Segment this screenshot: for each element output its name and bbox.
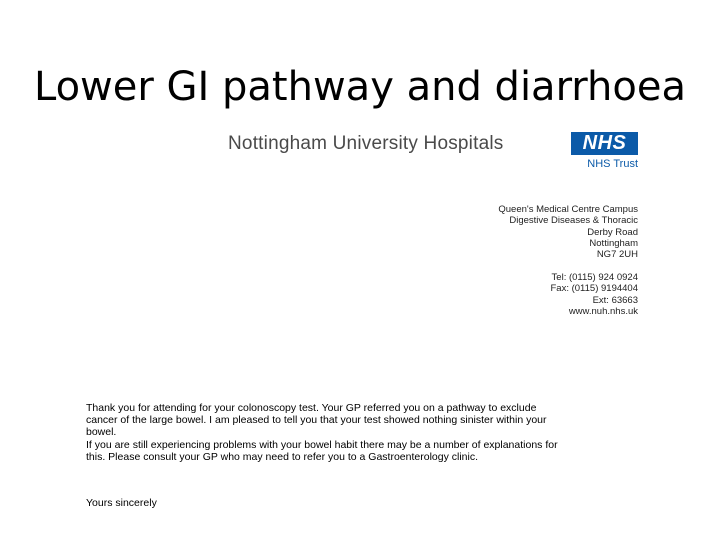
- address-line: Queen's Medical Centre Campus: [498, 204, 638, 215]
- nhs-logo: NHS: [571, 132, 638, 155]
- address-block: [440, 204, 638, 260]
- slide-title: Lower GI pathway and diarrhoea: [33, 63, 686, 110]
- contact-tel: Tel: (0115) 924 0924: [551, 272, 638, 283]
- address-line: NG7 2UH: [596, 249, 638, 261]
- organization-name: Nottingham University Hospitals: [228, 133, 504, 154]
- letter-line: bowel.: [86, 426, 117, 439]
- letter-line: Thank you for attending for your colonoscopy test. Your GP referred you on a pathway to exclude: [86, 402, 537, 414]
- address-line: Nottingham: [589, 237, 638, 249]
- contact-ext: Ext: 63663: [592, 294, 638, 306]
- contact-block: [440, 272, 638, 317]
- address-line: Digestive Diseases & Thoracic: [509, 215, 638, 227]
- letter-line: this. Please consult your GP who may need to refer you to a Gastroenterology clinic.: [86, 450, 479, 463]
- contact-website: www.nuh.nhs.uk: [568, 305, 638, 317]
- letter-signoff: Yours sincerely: [86, 497, 157, 509]
- letter-line: cancer of the large bowel. I am pleased to tell you that your test showed nothing sinister within your: [86, 414, 547, 427]
- letter-body: [86, 402, 646, 463]
- address-line: Derby Road: [587, 226, 638, 238]
- letter-line: If you are still experiencing problems with your bowel habit there may be a number of explanations for: [86, 438, 558, 451]
- trust-name: NHS Trust: [587, 158, 638, 170]
- contact-fax: Fax: (0115) 9194404: [550, 283, 638, 295]
